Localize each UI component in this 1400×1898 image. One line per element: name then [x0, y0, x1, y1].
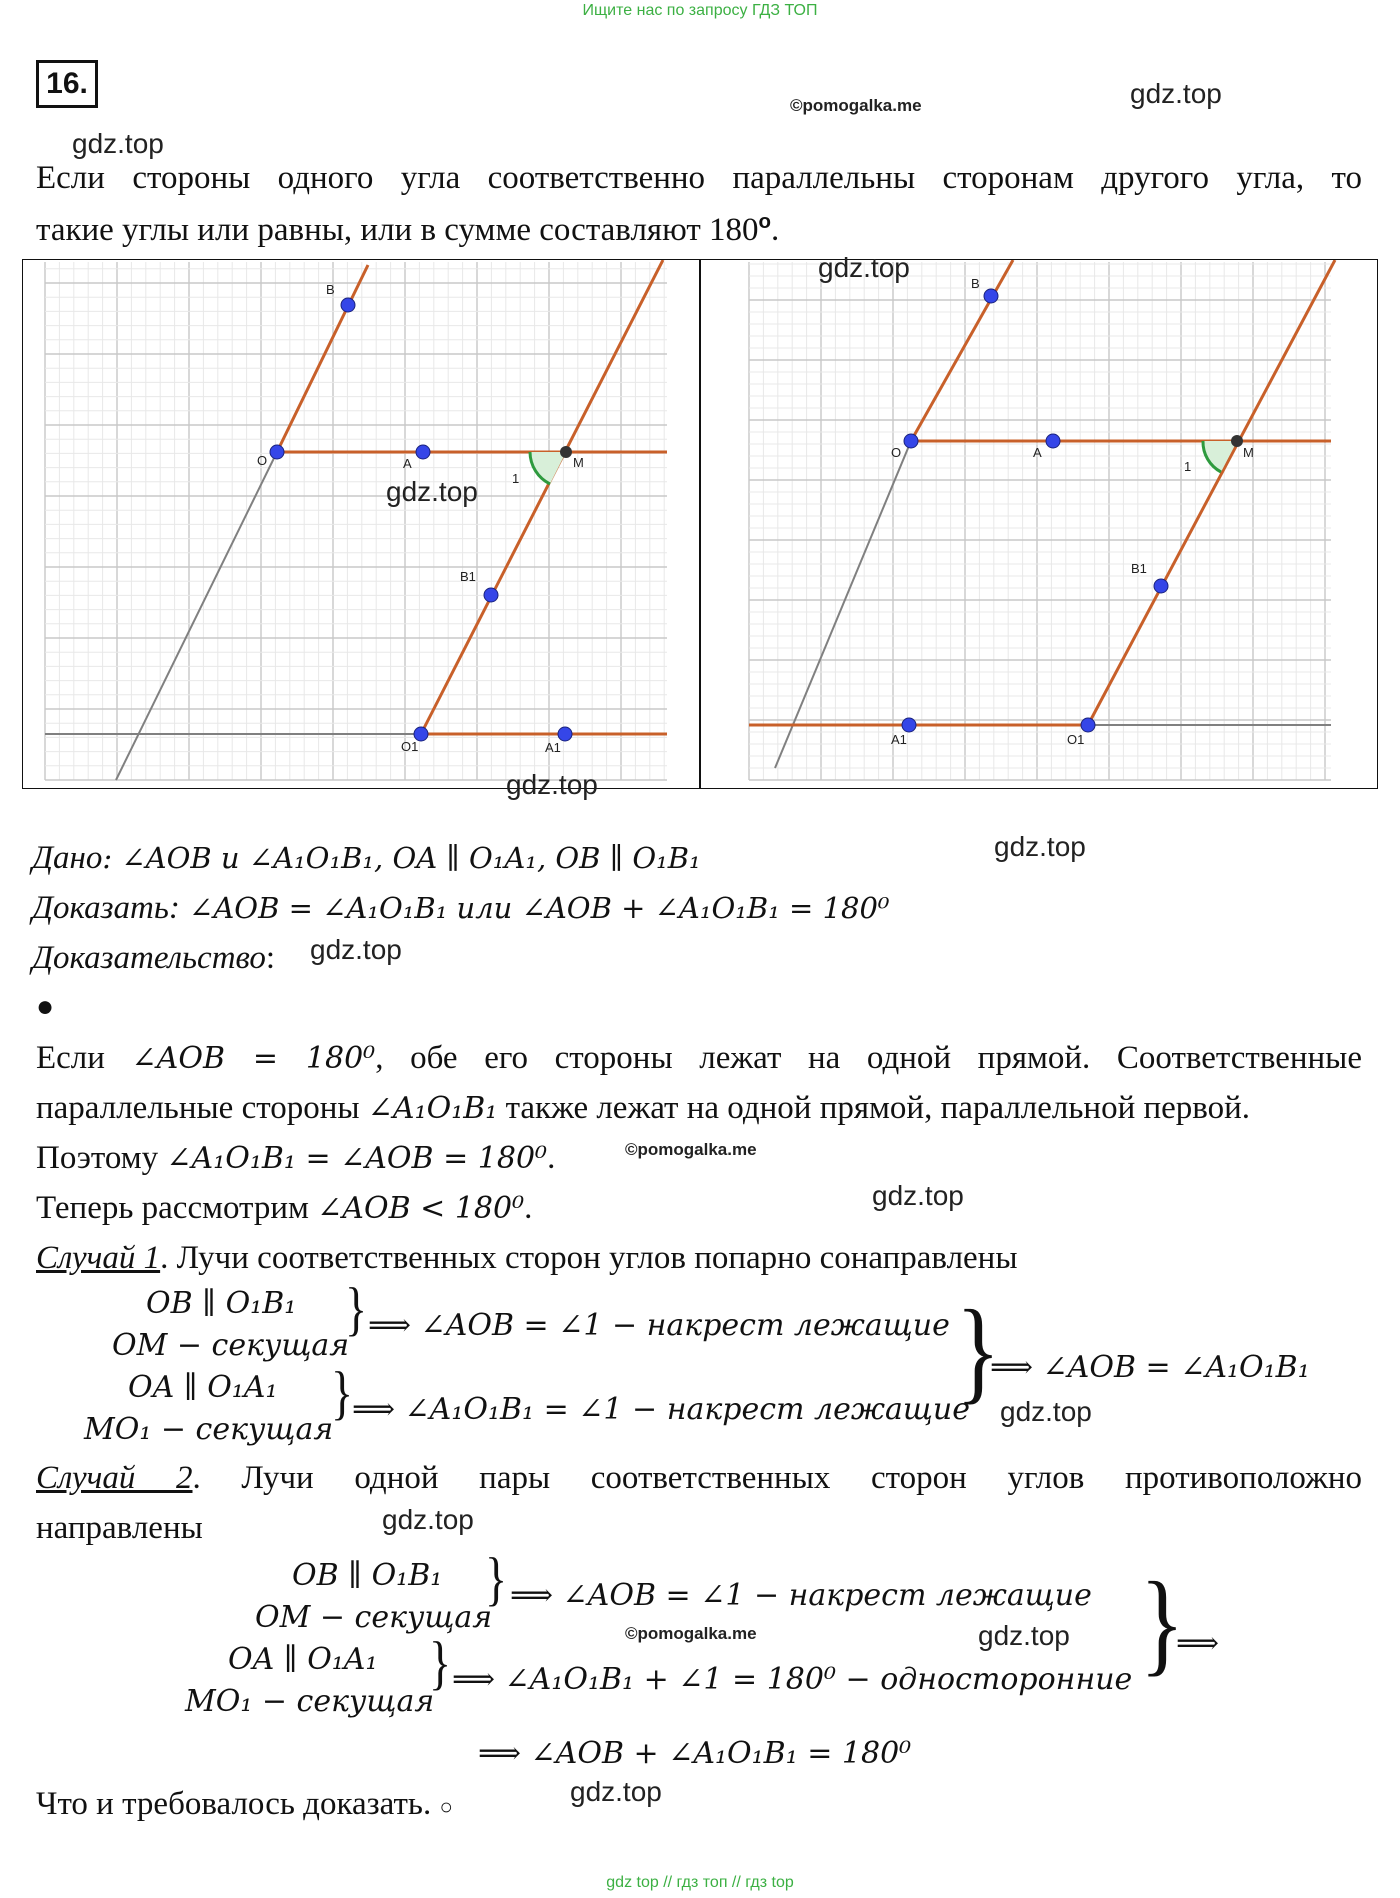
label-b: B: [971, 276, 980, 291]
watermark-gdz: gdz.top: [818, 252, 910, 283]
label-o: O: [257, 453, 268, 468]
watermark-gdz: gdz.top: [72, 128, 164, 159]
watermark-gdz: gdz.top: [386, 476, 478, 507]
case2-title: Случай 2. Лучи одной пары соответственных сторон углов противоположно: [36, 1460, 1362, 1496]
point-o: [270, 445, 284, 459]
para1-line4: Теперь рассмотрим ∠AOB < 180⁰.: [36, 1190, 533, 1226]
watermark-gdz: gdz.top: [506, 769, 598, 800]
case1-brace-b: }: [331, 1359, 354, 1426]
prove-line: Доказать: ∠AOB = ∠A₁O₁B₁ или ∠AOB + ∠A₁O₁B₁ = 180⁰: [32, 890, 890, 926]
watermark-gdz: gdz.top: [978, 1620, 1070, 1651]
watermark-gdz: gdz.top: [872, 1180, 964, 1211]
case2-final: ⟹ ∠AOB + ∠A₁O₁B₁ = 180⁰: [478, 1736, 912, 1771]
label-o1: O1: [401, 739, 419, 754]
case1-brace-a: }: [345, 1275, 368, 1342]
given-line: Дано: ∠AOB и ∠A₁O₁B₁, OA ∥ O₁A₁, OB ∥ O₁B₁: [32, 840, 701, 876]
label-b1: B1: [460, 569, 476, 584]
watermark-gdz: gdz.top: [994, 831, 1086, 862]
case2-brace-a: }: [485, 1545, 508, 1612]
watermark-pomogalka: ©pomogalka.me: [625, 1140, 757, 1159]
label-b: B: [326, 282, 335, 297]
point-b: [984, 289, 998, 303]
label-a1: A1: [891, 732, 907, 747]
watermark-gdz: gdz.top: [570, 1776, 662, 1807]
point-m: [1231, 435, 1243, 447]
point-b: [341, 298, 355, 312]
figure-left: [23, 260, 699, 788]
case1-r2: ⟹ ∠A₁O₁B₁ = ∠1 − накрест лежащие: [352, 1392, 970, 1427]
case2-a2: OM − секущая: [255, 1600, 493, 1635]
proof-label: Доказательство:: [32, 940, 276, 976]
bullet: ●: [36, 990, 55, 1023]
watermark-gdz: gdz.top: [1000, 1396, 1092, 1427]
para1-line2: параллельные стороны ∠A₁O₁B₁ также лежат на одной прямой, параллельной первой.: [36, 1090, 1251, 1126]
point-o: [904, 434, 918, 448]
watermark-pomogalka: ©pomogalka.me: [790, 96, 922, 115]
case2-b1: OA ∥ O₁A₁: [228, 1642, 378, 1677]
case1-a2: OM − секущая: [112, 1328, 350, 1363]
point-o1: [1081, 718, 1095, 732]
point-a: [416, 445, 430, 459]
figure-right: [701, 260, 1379, 788]
case1-result: ⟹ ∠AOB = ∠A₁O₁B₁: [990, 1350, 1310, 1385]
label-a: A: [1033, 445, 1042, 460]
conclusion: Что и требовалось доказать. ○: [36, 1786, 453, 1822]
label-m: M: [1243, 445, 1254, 460]
watermark-gdz: gdz.top: [310, 934, 402, 965]
footer-links[interactable]: gdz top // гдз топ // гдз top: [606, 1874, 794, 1891]
case2-brace-big: }: [1140, 1558, 1185, 1686]
point-b1: [484, 588, 498, 602]
point-a: [1046, 434, 1060, 448]
label-a: A: [403, 456, 412, 471]
top-banner[interactable]: Ищите нас по запросу ГДЗ ТОП: [582, 2, 818, 19]
line-ob: [277, 265, 368, 452]
para1-line3: Поэтому ∠A₁O₁B₁ = ∠AOB = 180⁰.: [36, 1140, 556, 1176]
case1-b2: MO₁ − секущая: [84, 1412, 334, 1447]
case1-brace-big: }: [956, 1286, 1001, 1414]
case1-a1: OB ∥ O₁B₁: [146, 1286, 297, 1321]
label-m: M: [573, 455, 584, 470]
case2-r1: ⟹ ∠AOB = ∠1 − накрест лежащие: [510, 1578, 1092, 1613]
point-a1: [558, 727, 572, 741]
label-o1: O1: [1067, 732, 1085, 747]
intro-line-1: Если стороны одного угла соответственно параллельны сторонам другого угла, то: [36, 160, 1362, 196]
label-a1: A1: [545, 740, 561, 755]
case1-title: Случай 1. Лучи соответственных сторон углов попарно сонаправлены: [36, 1240, 1018, 1276]
para1-line1: Если ∠AOB = 180⁰, обе его стороны лежат на одной прямой. Соответственные: [36, 1040, 1362, 1076]
case1-r1: ⟹ ∠AOB = ∠1 − накрест лежащие: [368, 1308, 950, 1343]
figures-panel: [22, 259, 1378, 789]
case1-b1: OA ∥ O₁A₁: [128, 1370, 278, 1405]
case2-text2: направлены: [36, 1510, 203, 1546]
label-angle-1: 1: [512, 471, 520, 486]
intro-line-2: такие углы или равны, или в сумме составляют 180$^o$.: [36, 210, 780, 248]
watermark-gdz: gdz.top: [1130, 78, 1222, 109]
watermark-gdz: gdz.top: [382, 1504, 474, 1535]
label-b1: B1: [1131, 561, 1147, 576]
problem-number: 16.: [36, 60, 98, 108]
case2-brace-b: }: [429, 1629, 452, 1696]
case2-a1: OB ∥ O₁B₁: [292, 1558, 443, 1593]
watermark-pomogalka: ©pomogalka.me: [625, 1624, 757, 1643]
case2-r2: ⟹ ∠A₁O₁B₁ + ∠1 = 180⁰ − односторонние: [452, 1662, 1133, 1697]
point-m: [560, 446, 572, 458]
point-b1: [1154, 579, 1168, 593]
case2-arrow: ⟹: [1176, 1626, 1220, 1661]
ray-oa-extension: [116, 452, 277, 780]
label-o: O: [891, 445, 902, 460]
label-angle-1: 1: [1184, 459, 1192, 474]
point-a1: [902, 718, 916, 732]
line-ob: [911, 260, 1013, 441]
case2-b2: MO₁ − секущая: [185, 1684, 435, 1719]
ray-oa-extension: [775, 441, 911, 768]
